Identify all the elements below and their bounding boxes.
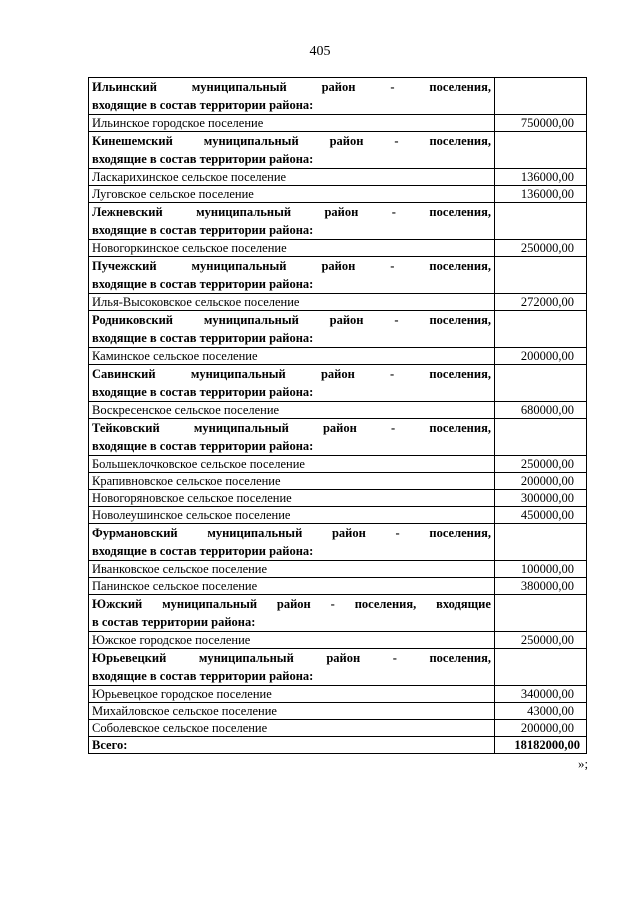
settlement-amount: 136000,00 bbox=[495, 169, 587, 186]
settlement-amount: 380000,00 bbox=[495, 578, 587, 595]
district-heading-line1 bbox=[92, 365, 491, 383]
district-heading-word: район bbox=[331, 526, 366, 540]
district-heading-word: - bbox=[392, 651, 397, 665]
district-heading-line2: входящие в состав территории района: bbox=[92, 223, 314, 237]
district-heading-word: Юрьевецкий bbox=[92, 651, 167, 665]
settlement-amount: 200000,00 bbox=[495, 720, 587, 737]
district-heading-word: поселения, bbox=[429, 80, 491, 94]
settlement-name: Воскресенское сельское поселение bbox=[89, 402, 495, 419]
settlement-name: Соболевское сельское поселение bbox=[89, 720, 495, 737]
allocation-table-body bbox=[89, 78, 587, 754]
settlement-row bbox=[89, 507, 587, 524]
district-heading-word: - bbox=[330, 597, 335, 611]
settlement-row bbox=[89, 703, 587, 720]
district-heading-line1 bbox=[92, 78, 491, 96]
settlement-name: Новогоркинское сельское поселение bbox=[89, 240, 495, 257]
district-heading-row bbox=[89, 365, 587, 402]
district-heading-word: - bbox=[390, 367, 395, 381]
settlement-name: Луговское сельское поселение bbox=[89, 186, 495, 203]
settlement-amount: 100000,00 bbox=[495, 561, 587, 578]
district-heading-word: район bbox=[276, 597, 311, 611]
district-heading bbox=[89, 365, 495, 402]
district-heading-word: Родниковский bbox=[92, 313, 173, 327]
district-heading-word: муниципальный bbox=[190, 367, 286, 381]
district-heading-word: муниципальный bbox=[191, 80, 287, 94]
district-heading-row bbox=[89, 203, 587, 240]
district-heading-word: район bbox=[329, 134, 364, 148]
total-row bbox=[89, 737, 587, 754]
closing-quote-mark: »; bbox=[578, 756, 589, 771]
district-heading-word: район bbox=[326, 651, 361, 665]
settlement-row bbox=[89, 169, 587, 186]
settlement-amount: 272000,00 bbox=[495, 294, 587, 311]
district-heading-amount-cell bbox=[495, 649, 587, 686]
district-heading-word: муниципальный bbox=[198, 651, 294, 665]
total-label: Всего: bbox=[89, 737, 495, 754]
district-heading-line2: входящие в состав территории района: bbox=[92, 98, 314, 112]
settlement-row bbox=[89, 294, 587, 311]
district-heading bbox=[89, 524, 495, 561]
district-heading bbox=[89, 132, 495, 169]
settlement-row bbox=[89, 632, 587, 649]
district-heading-word: - bbox=[390, 80, 395, 94]
settlement-name: Каминское сельское поселение bbox=[89, 348, 495, 365]
district-heading-word: Фурмановский bbox=[92, 526, 178, 540]
district-heading-line1 bbox=[92, 132, 491, 150]
district-heading-line2: входящие в состав территории района: bbox=[92, 669, 314, 683]
district-heading-line2: в состав территории района: bbox=[92, 615, 256, 629]
settlement-name: Иванковское сельское поселение bbox=[89, 561, 495, 578]
settlement-amount: 250000,00 bbox=[495, 456, 587, 473]
settlement-name: Крапивновское сельское поселение bbox=[89, 473, 495, 490]
settlement-name: Панинское сельское поселение bbox=[89, 578, 495, 595]
settlement-name: Новогоряновское сельское поселение bbox=[89, 490, 495, 507]
district-heading-amount-cell bbox=[495, 311, 587, 348]
settlement-amount: 250000,00 bbox=[495, 632, 587, 649]
settlement-name: Илья-Высоковское сельское поселение bbox=[89, 294, 495, 311]
district-heading-row bbox=[89, 257, 587, 294]
settlement-row bbox=[89, 115, 587, 132]
district-heading-word: Ильинский bbox=[92, 80, 157, 94]
district-heading-row bbox=[89, 649, 587, 686]
district-heading-line2: входящие в состав территории района: bbox=[92, 152, 314, 166]
settlement-name: Михайловское сельское поселение bbox=[89, 703, 495, 720]
settlement-row bbox=[89, 490, 587, 507]
district-heading-word: - bbox=[395, 526, 400, 540]
district-heading-line1 bbox=[92, 649, 491, 667]
settlement-row bbox=[89, 561, 587, 578]
district-heading-row bbox=[89, 419, 587, 456]
settlement-name: Юрьевецкое городское поселение bbox=[89, 686, 495, 703]
settlement-amount: 680000,00 bbox=[495, 402, 587, 419]
settlement-amount: 450000,00 bbox=[495, 507, 587, 524]
allocation-table bbox=[88, 77, 587, 754]
settlement-amount: 200000,00 bbox=[495, 473, 587, 490]
district-heading-amount-cell bbox=[495, 595, 587, 632]
district-heading-line2: входящие в состав территории района: bbox=[92, 439, 314, 453]
district-heading-word: поселения, bbox=[429, 421, 491, 435]
district-heading-word: район bbox=[321, 259, 356, 273]
district-heading-line2: входящие в состав территории района: bbox=[92, 544, 314, 558]
district-heading-word: муниципальный bbox=[207, 526, 303, 540]
district-heading-row bbox=[89, 78, 587, 115]
settlement-name: Ласкарихинское сельское поселение bbox=[89, 169, 495, 186]
district-heading-line1 bbox=[92, 419, 491, 437]
district-heading-row bbox=[89, 595, 587, 632]
district-heading-word: - bbox=[394, 313, 399, 327]
district-heading-word: поселения, bbox=[429, 651, 491, 665]
district-heading-word: муниципальный bbox=[162, 597, 258, 611]
district-heading-line1 bbox=[92, 203, 491, 221]
settlement-amount: 43000,00 bbox=[495, 703, 587, 720]
district-heading-word: район bbox=[321, 80, 356, 94]
district-heading-line1 bbox=[92, 524, 491, 542]
district-heading-amount-cell bbox=[495, 257, 587, 294]
district-heading-word: муниципальный bbox=[191, 259, 287, 273]
district-heading bbox=[89, 257, 495, 294]
district-heading-word: Тейковский bbox=[92, 421, 160, 435]
district-heading-word: район bbox=[320, 367, 355, 381]
settlement-row bbox=[89, 578, 587, 595]
settlement-name: Южское городское поселение bbox=[89, 632, 495, 649]
district-heading-amount-cell bbox=[495, 132, 587, 169]
settlement-row bbox=[89, 473, 587, 490]
district-heading-line2: входящие в состав территории района: bbox=[92, 331, 314, 345]
settlement-row bbox=[89, 402, 587, 419]
district-heading bbox=[89, 419, 495, 456]
total-amount: 18182000,00 bbox=[495, 737, 587, 754]
district-heading-word: поселения, bbox=[429, 205, 491, 219]
district-heading-word: Пучежский bbox=[92, 259, 157, 273]
district-heading-row bbox=[89, 524, 587, 561]
district-heading-word: Лежневский bbox=[92, 205, 163, 219]
district-heading-word: - bbox=[391, 205, 396, 219]
settlement-row bbox=[89, 720, 587, 737]
district-heading-word: район bbox=[329, 313, 364, 327]
district-heading-word: муниципальный bbox=[203, 134, 299, 148]
settlement-name: Ильинское городское поселение bbox=[89, 115, 495, 132]
page-number: 405 bbox=[309, 44, 331, 59]
settlement-row bbox=[89, 456, 587, 473]
settlement-amount: 136000,00 bbox=[495, 186, 587, 203]
district-heading-word: поселения, bbox=[429, 526, 491, 540]
district-heading-word: поселения, bbox=[429, 313, 491, 327]
settlement-amount: 750000,00 bbox=[495, 115, 587, 132]
settlement-row bbox=[89, 186, 587, 203]
district-heading-line1 bbox=[92, 595, 491, 613]
district-heading-word: муниципальный bbox=[196, 205, 292, 219]
district-heading-word: район bbox=[324, 205, 359, 219]
district-heading-word: поселения, bbox=[429, 367, 491, 381]
settlement-name: Большеклочковское сельское поселение bbox=[89, 456, 495, 473]
settlement-amount: 200000,00 bbox=[495, 348, 587, 365]
district-heading-amount-cell bbox=[495, 78, 587, 115]
settlement-amount: 300000,00 bbox=[495, 490, 587, 507]
district-heading bbox=[89, 203, 495, 240]
district-heading bbox=[89, 311, 495, 348]
settlement-row bbox=[89, 686, 587, 703]
district-heading bbox=[89, 595, 495, 632]
district-heading-word: входящие bbox=[436, 597, 491, 611]
district-heading-row bbox=[89, 311, 587, 348]
district-heading-word: муниципальный bbox=[203, 313, 299, 327]
district-heading-word: поселения, bbox=[429, 259, 491, 273]
district-heading-line2: входящие в состав территории района: bbox=[92, 385, 314, 399]
settlement-amount: 250000,00 bbox=[495, 240, 587, 257]
district-heading-word: Савинский bbox=[92, 367, 156, 381]
district-heading-word: муниципальный bbox=[193, 421, 289, 435]
district-heading-word: поселения, bbox=[429, 134, 491, 148]
district-heading-line1 bbox=[92, 311, 491, 329]
district-heading-amount-cell bbox=[495, 419, 587, 456]
settlement-row bbox=[89, 240, 587, 257]
district-heading-word: - bbox=[391, 421, 396, 435]
district-heading-amount-cell bbox=[495, 524, 587, 561]
district-heading-word: - bbox=[390, 259, 395, 273]
district-heading bbox=[89, 78, 495, 115]
district-heading-amount-cell bbox=[495, 365, 587, 402]
settlement-amount: 340000,00 bbox=[495, 686, 587, 703]
settlement-row bbox=[89, 348, 587, 365]
district-heading-row bbox=[89, 132, 587, 169]
district-heading-word: Кинешемский bbox=[92, 134, 173, 148]
settlement-name: Новолеушинское сельское поселение bbox=[89, 507, 495, 524]
district-heading-word: - bbox=[394, 134, 399, 148]
district-heading-line1 bbox=[92, 257, 491, 275]
district-heading-word: поселения, bbox=[354, 597, 417, 611]
district-heading-amount-cell bbox=[495, 203, 587, 240]
district-heading bbox=[89, 649, 495, 686]
district-heading-line2: входящие в состав территории района: bbox=[92, 277, 314, 291]
district-heading-word: Южский bbox=[92, 597, 143, 611]
district-heading-word: район bbox=[322, 421, 357, 435]
